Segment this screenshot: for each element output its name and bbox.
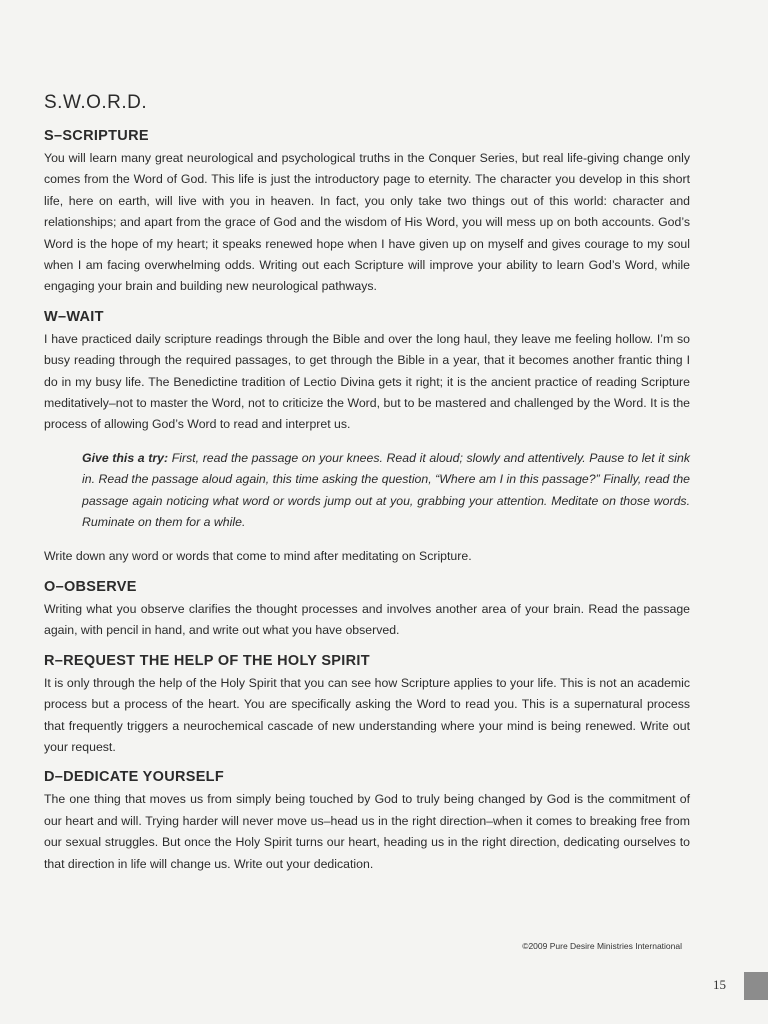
page-number: 15 <box>713 977 726 992</box>
after-note: Write down any word or words that come to mind after meditating on Scripture. <box>44 548 472 563</box>
section-heading: O–OBSERVE <box>44 578 137 595</box>
section-dedicate <box>44 769 690 875</box>
try-text: First, read the passage on your knees. Read it aloud; slowly and attentively. Pause to let it sink in. Read the passage aloud again, this time asking the question, “Where am I in this passage?” Finally, read the passage again noticing what word or words jump out at you, grabbing your attention. Meditate on those words. Ruminate on them for a while. <box>82 450 690 530</box>
try-callout <box>82 448 690 534</box>
section-body: You will learn many great neurological and psychological truths in the Conquer Series, but real life-giving change only comes from the Word of God. This life is just the introductory page to eternity. The character you develop in this short life, here on earth, will live with you in heaven. In fact, you only take two things out of this world: character and relationships; and apart from the grace of God and the wisdom of His Word, you will mess up on both accounts. God’s Word is the hope of my heart; it speaks renewed hope when I have given up on myself and gives courage to my soul when I am facing overwhelming odds. Writing out each Scripture will improve your ability to learn God’s Word, while engaging your brain and building new neurological pathways. <box>44 151 690 294</box>
section-heading: S–SCRIPTURE <box>44 128 149 144</box>
page-title: S.W.O.R.D. <box>44 92 148 113</box>
document-page <box>44 92 690 886</box>
section-heading: D–DEDICATE YOURSELF <box>44 769 224 786</box>
copyright-notice: ©2009 Pure Desire Ministries International <box>522 941 682 951</box>
section-body: It is only through the help of the Holy Spirit that you can see how Scripture applies to your life. This is not an academic process but a process of the heart. You are specifically asking the Word to read you. This is a supernatural process that frequently triggers a neurochemical cascade of new understanding where your mind is being renewed. Write out your request. <box>44 675 690 754</box>
section-body: The one thing that moves us from simply being touched by God to truly being changed by God is the commitment of our heart and will. Trying harder will never move us–head us in the right direction–when it comes to breaking free from our sexual struggles. But once the Holy Spirit turns our heart, heading us in the right direction, dedicating ourselves to that direction in life will change us. Write out your dedication. <box>44 792 690 871</box>
try-lead: Give this a try: <box>82 450 169 465</box>
page-edge-tab <box>744 972 768 1000</box>
section-observe <box>44 579 690 642</box>
section-body: I have practiced daily scripture readings through the Bible and over the long haul, they leave me feeling hollow. I’m so busy reading through the required passages, to get through the Bible in a year, that it becomes another frantic thing I do in my busy life. The Benedictine tradition of Lectio Divina gets it right; it is the ancient practice of reading Scripture meditatively–not to master the Word, not to criticize the Word, but to be mastered and challenged by the Word. It is the process of allowing God’s Word to read and interpret us. <box>44 331 690 432</box>
section-request <box>44 653 690 759</box>
section-scripture <box>44 128 690 298</box>
section-heading: W–WAIT <box>44 308 104 325</box>
section-body: Writing what you observe clarifies the thought processes and involves another area of your brain. Read the passage again, with pencil in hand, and write out what you have observed. <box>44 601 690 638</box>
section-wait <box>44 309 690 567</box>
section-heading: R–REQUEST THE HELP OF THE HOLY SPIRIT <box>44 652 370 669</box>
